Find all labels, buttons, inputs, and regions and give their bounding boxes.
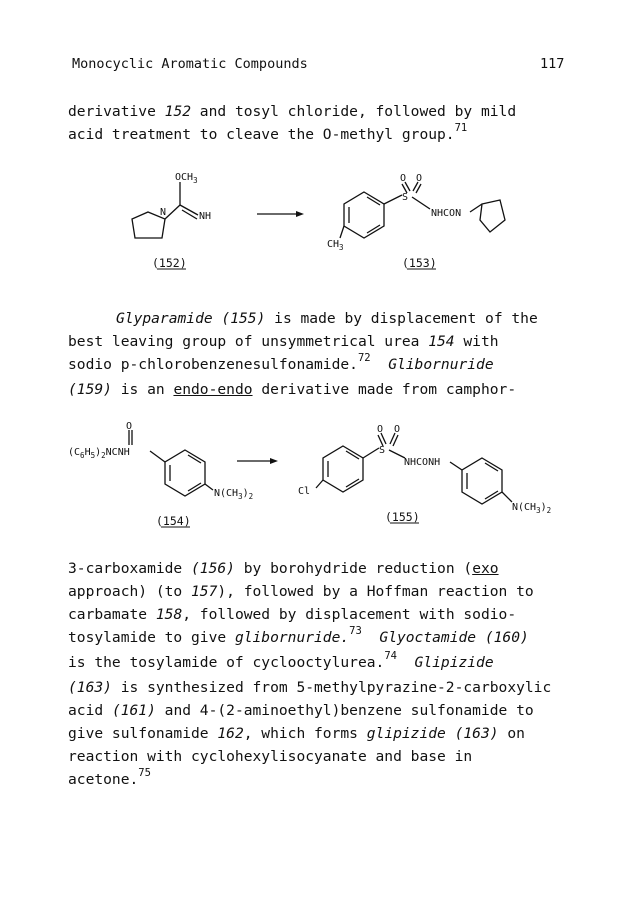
reaction-arrow-1 (257, 211, 304, 217)
dimethylamino-label-154: $N(CH_3)_2$ (214, 488, 254, 501)
running-header: Monocyclic Aromatic Compounds (72, 56, 308, 72)
o-label-2: O (416, 173, 423, 184)
compound-155-structure (316, 433, 512, 504)
compound-153-structure (340, 182, 505, 238)
o-label-1: O (400, 173, 407, 184)
reaction-scheme-2 (0, 418, 638, 533)
nhconh-label: NHCONH (404, 457, 441, 468)
cl-label: Cl (298, 486, 311, 497)
nh-label: NH (199, 211, 212, 222)
caption-152: (152) (152, 256, 187, 270)
paragraph-3: 3-carboxamide (156) by borohydride reduction (exo approach) (to 157), followed by a Hoffman reaction to carbamate 158, followed by displacement with sodio- tosylamide to give glibornuride.$^{73}$ Glyoctamide (160) is the tosylamide of cyclooctylurea.$^{74}$ Glipizide (163) is synthesized from 5-methylpyrazine-2-carboxylic acid (161) and 4-(2-aminoethyl)benzene sulfonamide to give sulfonamide 162, which forms glipizide (163) on reaction with cyclohexylisocyanate and base in acetone.$^{75}$ (68, 560, 552, 788)
o-label-4: O (394, 424, 401, 435)
n-label: N (160, 207, 167, 218)
ch3-label: $CH_3$ (327, 239, 344, 252)
dimethylamino-label-155: $N(CH_3)_2$ (512, 502, 552, 515)
carbonyl-o-label: O (126, 421, 133, 432)
paragraph-2: Glyparamide (155) is made by displacement of the best leaving group of unsymmetrical urea 154 with sodio p-chlorobenzenesulfonamide.$^{72}$ Glibornuride (159) is an endo-endo derivative made from camphor- (68, 310, 538, 398)
caption-155: (155) (385, 510, 420, 524)
o-label-3: O (377, 424, 384, 435)
och3-label: $OCH_3$ (175, 172, 198, 185)
caption-153: (153) (402, 256, 437, 270)
s-label: S (402, 192, 409, 203)
nhcon-label: NHCON (431, 208, 462, 219)
page-number: 117 (540, 56, 565, 72)
paragraph-1: derivative 152 and tosyl chloride, followed by mild acid treatment to cleave the O-methyl group.$^{71}$ (68, 103, 517, 143)
diphenyl-urea-label: $(C_6H_5)_2NCNH$ (68, 447, 130, 460)
caption-154: (154) (156, 514, 191, 528)
reaction-scheme-1 (0, 160, 638, 280)
footnote-ref: 71 (454, 122, 468, 134)
compound-154-structure (129, 430, 213, 496)
s-label-2: S (379, 445, 386, 456)
reaction-arrow-2 (237, 458, 278, 464)
